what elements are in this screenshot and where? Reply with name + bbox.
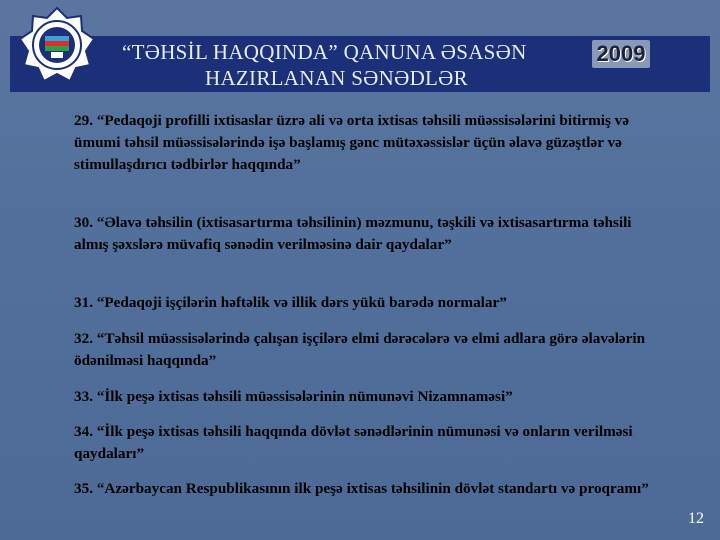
list-item: [74, 292, 654, 314]
item-text: “Təhsil müəssisələrində çalışan işçilərə elmi dərəcələrə və elmi adlara görə əlavələrin ödənilməsi haqqında”: [74, 330, 646, 369]
list-item: [74, 478, 654, 500]
year-badge: 2009: [592, 40, 650, 68]
item-text: “İlk peşə ixtisas təhsili müəssisələrinin nümunəvi Nizamnaməsi”: [96, 388, 513, 405]
item-number: 30.: [74, 214, 93, 231]
list-item: [74, 328, 654, 372]
item-number: 35.: [74, 480, 93, 497]
item-number: 33.: [74, 388, 93, 405]
list-item: [74, 212, 654, 256]
page-number: 12: [688, 510, 704, 527]
slide-title-line-2: HAZIRLANAN SƏNƏDLƏR: [205, 66, 468, 90]
item-number: 29.: [74, 112, 93, 129]
list-item: [74, 386, 654, 408]
item-text: “Pedaqoji profilli ixtisaslar üzrə ali və orta ixtisas təhsili müəssisələrini bitirmiş və ümumi təhsil müəssisələrində işə başlamış gənc mütəxəssislər üçün əlavə güzəştlər və stimullaşdırıcı tədbirlər haqqında”: [74, 112, 630, 173]
list-item: [74, 421, 654, 465]
item-number: 34.: [74, 423, 93, 440]
item-number: 32.: [74, 330, 93, 347]
item-text: “Əlavə təhsilin (ixtisasartırma təhsilinin) məzmunu, təşkili və ixtisasartırma təhsili almış şəxslərə müvafiq sənədin verilməsinə dair qaydalar”: [74, 214, 632, 253]
item-number: 31.: [74, 294, 93, 311]
item-text: “Azərbaycan Respublikasının ilk peşə ixtisas təhsilinin dövlət standartı və proqramı”: [96, 480, 649, 497]
ministry-emblem-logo: [18, 6, 96, 84]
item-text: “İlk peşə ixtisas təhsili haqqında dövlət sənədlərinin nümunəsi və onların verilməsi qaydaları”: [74, 423, 633, 462]
list-item: [74, 110, 654, 175]
item-text: “Pedaqoji işçilərin həftəlik və illik dərs yükü barədə normalar”: [96, 294, 507, 311]
slide-title-line-1: “TƏHSİL HAQQINDA” QANUNA ƏSASƏN: [122, 40, 527, 64]
